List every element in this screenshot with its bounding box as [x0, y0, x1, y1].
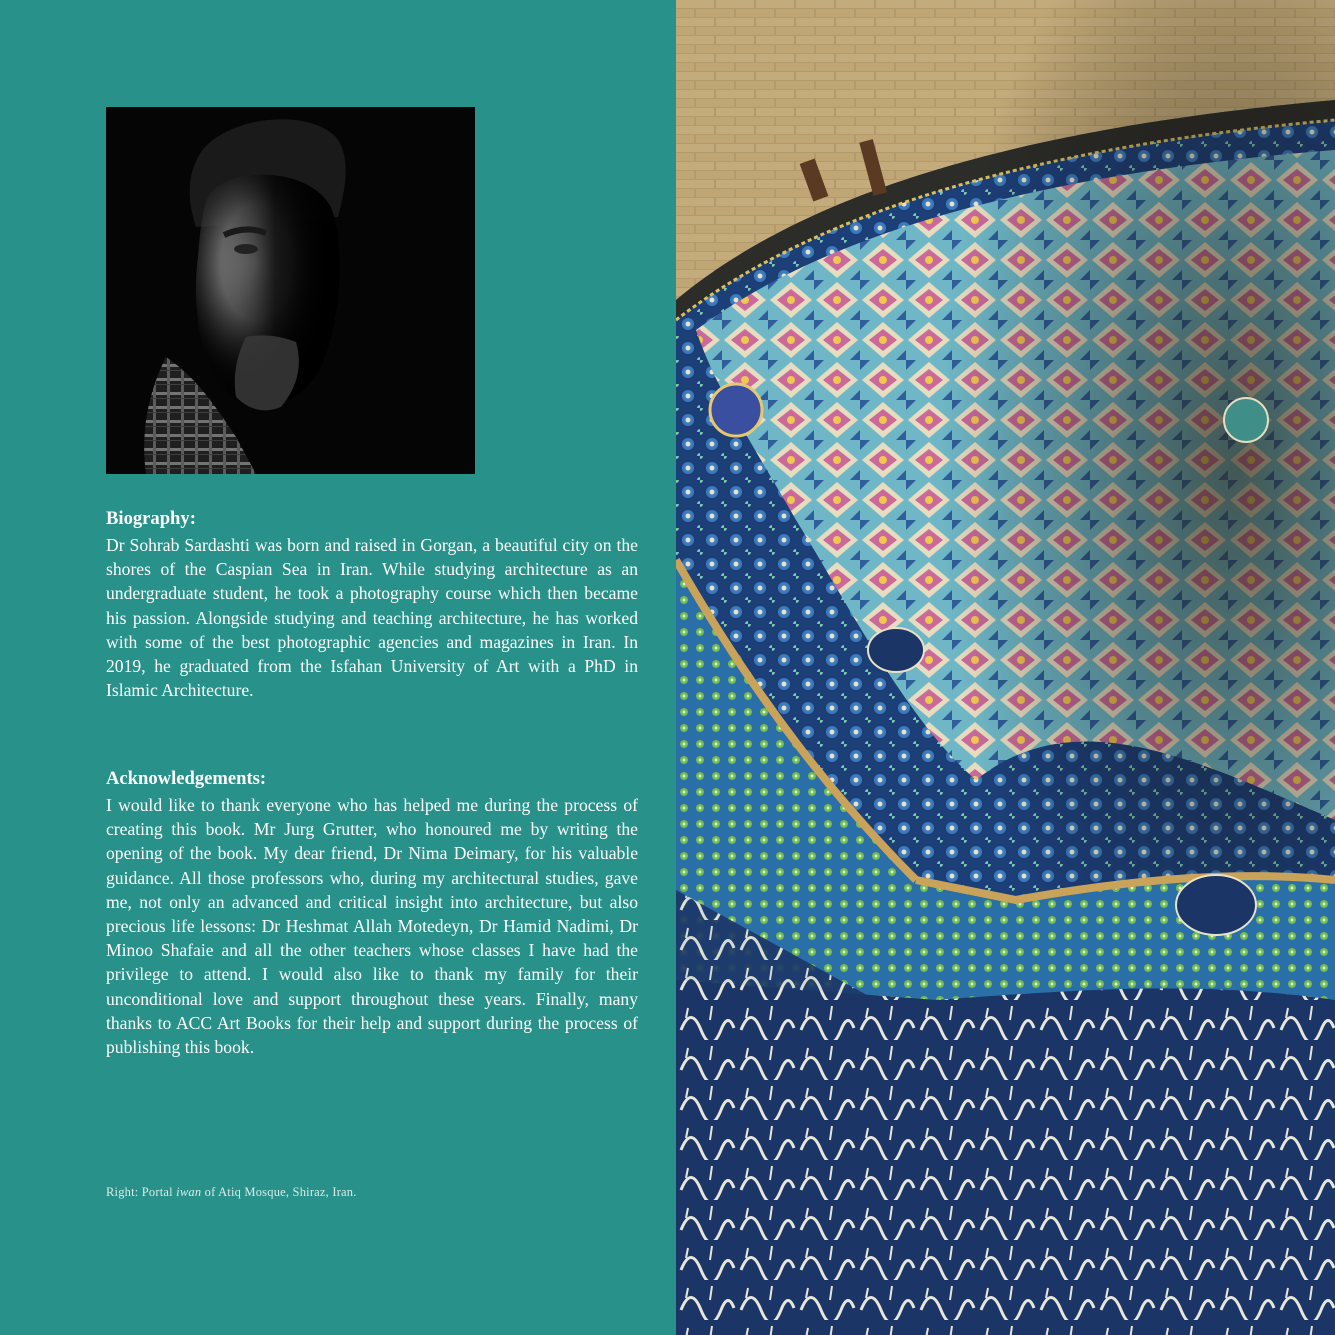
caption-suffix: of Atiq Mosque, Shiraz, Iran. — [201, 1185, 357, 1199]
caption-prefix: Right: Portal — [106, 1185, 177, 1199]
caption-italic: iwan — [176, 1185, 202, 1199]
acknowledgements-section — [106, 767, 638, 1059]
biography-heading: Biography: — [106, 508, 196, 529]
portrait-image — [106, 107, 475, 474]
biography-text: Dr Sohrab Sardashti was born and raised in Gorgan, a beautiful city on the shores of the Caspian Sea in Iran. While studying architecture as an undergraduate student, he took a photography course which then became his passion. Alongside studying and teaching architecture, he has worked with some of the best photographic agencies and magazines in Iran. In 2019, he graduated from the Isfahan University of Art with a PhD in Islamic Architecture. — [106, 535, 638, 701]
biography-section — [106, 507, 638, 702]
acknowledgements-heading: Acknowledgements: — [106, 768, 267, 789]
atiq-mosque-iwan-image — [676, 0, 1335, 1335]
acknowledgements-text: I would like to thank everyone who has helped me during the process of creating this book. Mr Jurg Grutter, who honoured me by writing the opening of the book. My dear friend, Dr Nima Deimary, for his valuable guidance. All those professors who, during my architectural studies, gave me, not only an advanced and critical insight into architecture, but also precious life lessons: Dr Heshmat Allah Motedeyn, Dr Hamid Nadimi, Dr Minoo Shafaie and all the other teachers whose classes I have had the privilege to attend. I would also like to thank my family for their unconditional love and support throughout these years. Finally, many thanks to ACC Art Books for their help and support during the process of publishing this book. — [106, 795, 638, 1058]
author-portrait — [106, 107, 475, 474]
photo-caption — [106, 1185, 357, 1200]
mosque-photo — [676, 0, 1335, 1335]
